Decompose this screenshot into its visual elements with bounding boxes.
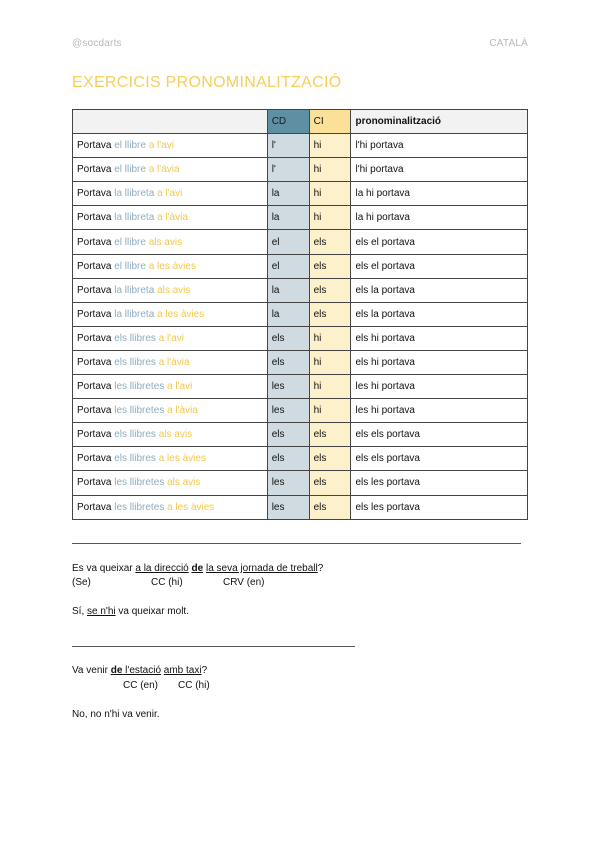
ci-pronoun: hi	[309, 399, 351, 423]
table-header-row	[73, 110, 528, 134]
ci-pronoun: els	[309, 278, 351, 302]
ci-phrase: als avis	[158, 429, 193, 441]
ci-pronoun: hi	[309, 134, 351, 158]
verb: Portava	[77, 501, 112, 513]
sentence-cell	[73, 399, 268, 423]
pronominalized-result: els els portava	[351, 423, 528, 447]
sentence-cell	[73, 326, 268, 350]
ci-pronoun: hi	[309, 206, 351, 230]
sentence-cell	[73, 495, 268, 519]
verb: Portava	[77, 381, 112, 393]
header-cd: CD	[267, 110, 309, 134]
cd-pronoun: el	[267, 254, 309, 278]
pronominalized-result: els les portava	[351, 471, 528, 495]
cd-phrase: les llibretes	[114, 405, 165, 417]
cd-phrase: les llibretes	[114, 501, 165, 513]
ci-pronoun: els	[309, 471, 351, 495]
header-pronominalitzacio: pronominalització	[351, 110, 528, 134]
verb: Portava	[77, 188, 112, 200]
cd-pronoun: les	[267, 399, 309, 423]
table-row	[73, 471, 528, 495]
author-handle: @socdarts	[72, 38, 122, 49]
ci-phrase: als avis	[157, 284, 191, 296]
cd-phrase: la llibreta	[114, 284, 155, 296]
subject-label: CATALÀ	[489, 38, 528, 49]
sentence-cell	[73, 471, 268, 495]
cd-pronoun: les	[267, 375, 309, 399]
pronominalized-result: els el portava	[351, 254, 528, 278]
pronominalized-result: els hi portava	[351, 326, 528, 350]
cd-phrase: el llibre	[114, 260, 146, 272]
sentence-cell	[73, 447, 268, 471]
ci-phrase: a les àvies	[148, 260, 196, 272]
pronominalized-result: els les portava	[351, 495, 528, 519]
pronominalized-result: els la portava	[351, 302, 528, 326]
pronominalized-result: l'hi portava	[351, 158, 528, 182]
header-ci: CI	[309, 110, 351, 134]
ci-phrase: a les àvies	[157, 308, 205, 320]
ci-phrase: a l'àvia	[158, 356, 190, 368]
pronominalized-result: l'hi portava	[351, 134, 528, 158]
sentence-cell	[73, 254, 268, 278]
cd-phrase: els llibres	[114, 332, 156, 344]
pronominalized-result: els el portava	[351, 230, 528, 254]
sentence-cell	[73, 230, 268, 254]
cd-pronoun: les	[267, 495, 309, 519]
cd-phrase: el llibre	[114, 164, 146, 176]
pronominalized-result: la hi portava	[351, 182, 528, 206]
ci-pronoun: hi	[309, 350, 351, 374]
sentence-cell	[73, 158, 268, 182]
ci-phrase: als avis	[167, 477, 201, 489]
exercise1-answer: Sí, se n'hi va queixar molt.	[72, 606, 189, 617]
table-row	[73, 399, 528, 423]
cd-phrase: els llibres	[114, 429, 156, 441]
cd-phrase: la llibreta	[114, 212, 155, 224]
cd-phrase: la llibreta	[114, 308, 155, 320]
cd-pronoun: els	[267, 350, 309, 374]
sentence-cell	[73, 134, 268, 158]
ci-phrase: a les àvies	[167, 501, 215, 513]
cd-phrase: els llibres	[114, 453, 156, 465]
page-title: EXERCICIS PRONOMINALITZACIÓ	[72, 74, 342, 91]
table-row	[73, 302, 528, 326]
pronominalized-result: els la portava	[351, 278, 528, 302]
label-cc-hi: CC (hi)	[151, 577, 183, 588]
ci-pronoun: els	[309, 447, 351, 471]
table-row	[73, 134, 528, 158]
cd-phrase: les llibretes	[114, 381, 165, 393]
label-crv-en: CRV (en)	[223, 577, 265, 588]
pronominalized-result: els els portava	[351, 447, 528, 471]
verb: Portava	[77, 236, 112, 248]
sentence-cell	[73, 278, 268, 302]
cd-pronoun: la	[267, 206, 309, 230]
table-row	[73, 495, 528, 519]
cd-phrase: les llibretes	[114, 477, 165, 489]
answer-line	[72, 543, 521, 544]
cd-phrase: la llibreta	[114, 188, 155, 200]
sentence-cell	[73, 375, 268, 399]
verb: Portava	[77, 332, 112, 344]
ci-pronoun: hi	[309, 326, 351, 350]
exercise2-question: Va venir de l'estació amb taxi?	[72, 665, 208, 676]
verb: Portava	[77, 164, 112, 176]
table-row	[73, 158, 528, 182]
exercise1-question: Es va queixar a la direcció de la seva jornada de treball?	[72, 563, 324, 574]
table-row	[73, 326, 528, 350]
ci-pronoun: hi	[309, 375, 351, 399]
ci-pronoun: els	[309, 254, 351, 278]
verb: Portava	[77, 429, 112, 441]
pronominalized-result: la hi portava	[351, 206, 528, 230]
verb: Portava	[77, 284, 112, 296]
cd-pronoun: la	[267, 278, 309, 302]
label-se: (Se)	[72, 577, 91, 588]
ci-pronoun: els	[309, 230, 351, 254]
verb: Portava	[77, 453, 112, 465]
cd-pronoun: el	[267, 230, 309, 254]
verb: Portava	[77, 405, 112, 417]
sentence-cell	[73, 206, 268, 230]
ci-pronoun: els	[309, 423, 351, 447]
table-row	[73, 182, 528, 206]
sentence-cell	[73, 182, 268, 206]
pronominalized-result: els hi portava	[351, 350, 528, 374]
ci-phrase: a l'avi	[148, 140, 174, 152]
ci-pronoun: els	[309, 302, 351, 326]
ci-phrase: a l'avi	[157, 188, 183, 200]
ci-phrase: a l'avi	[167, 381, 193, 393]
table-row	[73, 447, 528, 471]
ci-pronoun: hi	[309, 182, 351, 206]
ci-phrase: als avis	[148, 236, 183, 248]
table-row	[73, 423, 528, 447]
sentence-cell	[73, 350, 268, 374]
verb: Portava	[77, 356, 112, 368]
ci-phrase: a l'àvia	[148, 164, 180, 176]
verb: Portava	[77, 308, 112, 320]
ci-pronoun: els	[309, 495, 351, 519]
label-cc-hi-2: CC (hi)	[178, 680, 210, 691]
table-row	[73, 375, 528, 399]
table-row	[73, 350, 528, 374]
cd-pronoun: les	[267, 471, 309, 495]
header-sentence	[73, 110, 268, 134]
table-row	[73, 278, 528, 302]
ci-phrase: a l'àvia	[167, 405, 198, 417]
ci-phrase: a les àvies	[158, 453, 206, 465]
cd-pronoun: la	[267, 182, 309, 206]
exercise2-answer: No, no n'hi va venir.	[72, 709, 160, 720]
cd-pronoun: els	[267, 447, 309, 471]
pronominalized-result: les hi portava	[351, 399, 528, 423]
cd-pronoun: els	[267, 423, 309, 447]
sentence-cell	[73, 423, 268, 447]
ci-phrase: a l'àvia	[157, 212, 188, 224]
answer-line	[72, 646, 355, 647]
cd-pronoun: els	[267, 326, 309, 350]
cd-phrase: el llibre	[114, 236, 146, 248]
table-row	[73, 254, 528, 278]
cd-pronoun: l'	[267, 158, 309, 182]
verb: Portava	[77, 140, 112, 152]
cd-pronoun: l'	[267, 134, 309, 158]
cd-phrase: el llibre	[114, 140, 146, 152]
table-row	[73, 230, 528, 254]
cd-pronoun: la	[267, 302, 309, 326]
label-cc-en: CC (en)	[123, 680, 159, 691]
ci-phrase: a l'avi	[158, 332, 184, 344]
table-row	[73, 206, 528, 230]
pronoun-table	[72, 109, 528, 520]
cd-phrase: els llibres	[114, 356, 156, 368]
verb: Portava	[77, 212, 112, 224]
sentence-cell	[73, 302, 268, 326]
verb: Portava	[77, 260, 112, 272]
pronominalized-result: les hi portava	[351, 375, 528, 399]
ci-pronoun: hi	[309, 158, 351, 182]
verb: Portava	[77, 477, 112, 489]
